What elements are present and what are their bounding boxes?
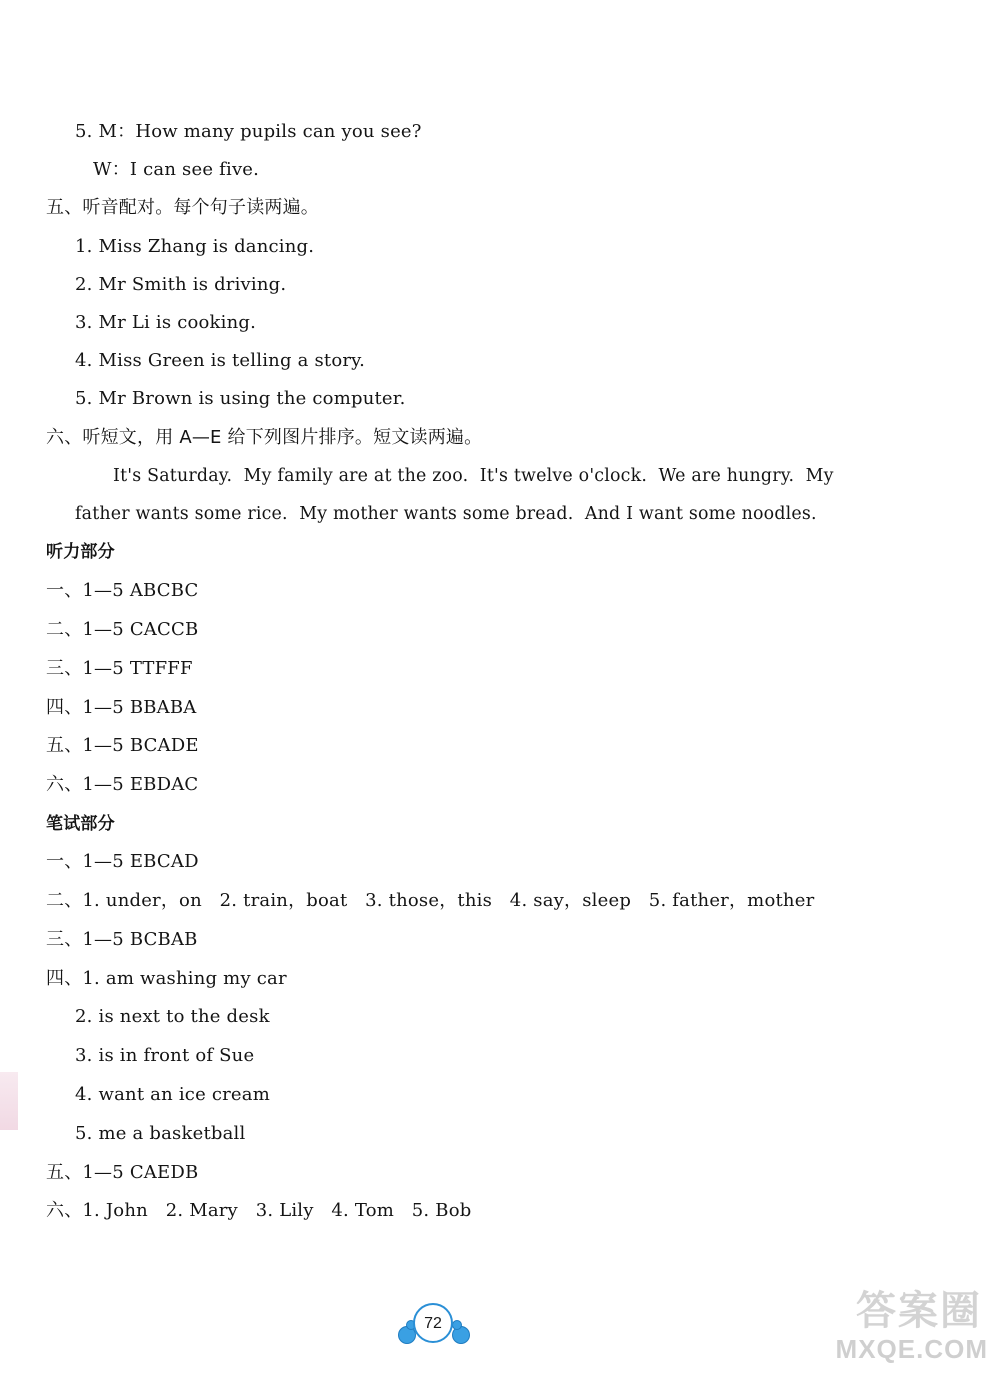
section5-item-2: 2. Mr Smith is driving.	[75, 274, 287, 295]
written-answer-3: 三、1—5 BCBAB	[46, 929, 198, 950]
watermark-text: MXQE.COM	[835, 1334, 988, 1364]
page-number: 72	[413, 1303, 453, 1343]
listening-answers-title: 听力部分	[46, 542, 115, 562]
site-watermark	[802, 1277, 992, 1367]
section5-item-4: 4. Miss Green is telling a story.	[75, 350, 366, 371]
written-answers-title: 笔试部分	[46, 814, 115, 834]
listening-answer-3: 三、1—5 TTFFF	[46, 658, 193, 679]
written-answer-6: 六、1. John 2. Mary 3. Lily 4. Tom 5. Bob	[46, 1200, 472, 1221]
section5-heading: 五、听音配对。每个句子读两遍。	[46, 197, 319, 218]
dialogue-q5-w: W：I can see five.	[93, 159, 260, 180]
section6-passage-line1: It's Saturday. My family are at the zoo. It's twelve o'clock. We are hungry. My	[113, 466, 834, 486]
section5-item-1: 1. Miss Zhang is dancing.	[75, 236, 315, 257]
listening-answer-1: 一、1—5 ABCBC	[46, 580, 199, 601]
listening-answer-2: 二、1—5 CACCB	[46, 619, 199, 640]
written-answer-4-item-3: 3. is in front of Sue	[75, 1045, 255, 1066]
section5-item-5: 5. Mr Brown is using the computer.	[75, 388, 406, 409]
written-answer-4-first: 四、1. am washing my car	[46, 968, 287, 989]
written-answer-4-item-5: 5. me a basketball	[75, 1123, 246, 1144]
written-answer-1: 一、1—5 EBCAD	[46, 851, 199, 872]
written-answer-4-item-2: 2. is next to the desk	[75, 1006, 270, 1027]
page-number-badge	[396, 1300, 472, 1350]
dialogue-q5-m: 5. M：How many pupils can you see?	[75, 121, 422, 142]
page-edge-stain	[0, 1072, 18, 1130]
section6-passage-line2: father wants some rice. My mother wants some bread. And I want some noodles.	[75, 504, 817, 524]
listening-answer-6: 六、1—5 EBDAC	[46, 774, 199, 795]
written-answer-4-item-4: 4. want an ice cream	[75, 1084, 270, 1105]
listening-answer-5: 五、1—5 BCADE	[46, 735, 199, 756]
written-answer-5: 五、1—5 CAEDB	[46, 1162, 199, 1183]
written-answer-2: 二、1. under，on 2. train，boat 3. those，this 4. say，sleep 5. father，mother	[46, 890, 815, 911]
section6-heading: 六、听短文，用 A—E 给下列图片排序。短文读两遍。	[46, 427, 483, 448]
section5-item-3: 3. Mr Li is cooking.	[75, 312, 257, 333]
listening-answer-4: 四、1—5 BBABA	[46, 697, 197, 718]
badge-dot-small-right	[452, 1320, 462, 1330]
watermark-logo: 答案圈	[856, 1288, 982, 1334]
